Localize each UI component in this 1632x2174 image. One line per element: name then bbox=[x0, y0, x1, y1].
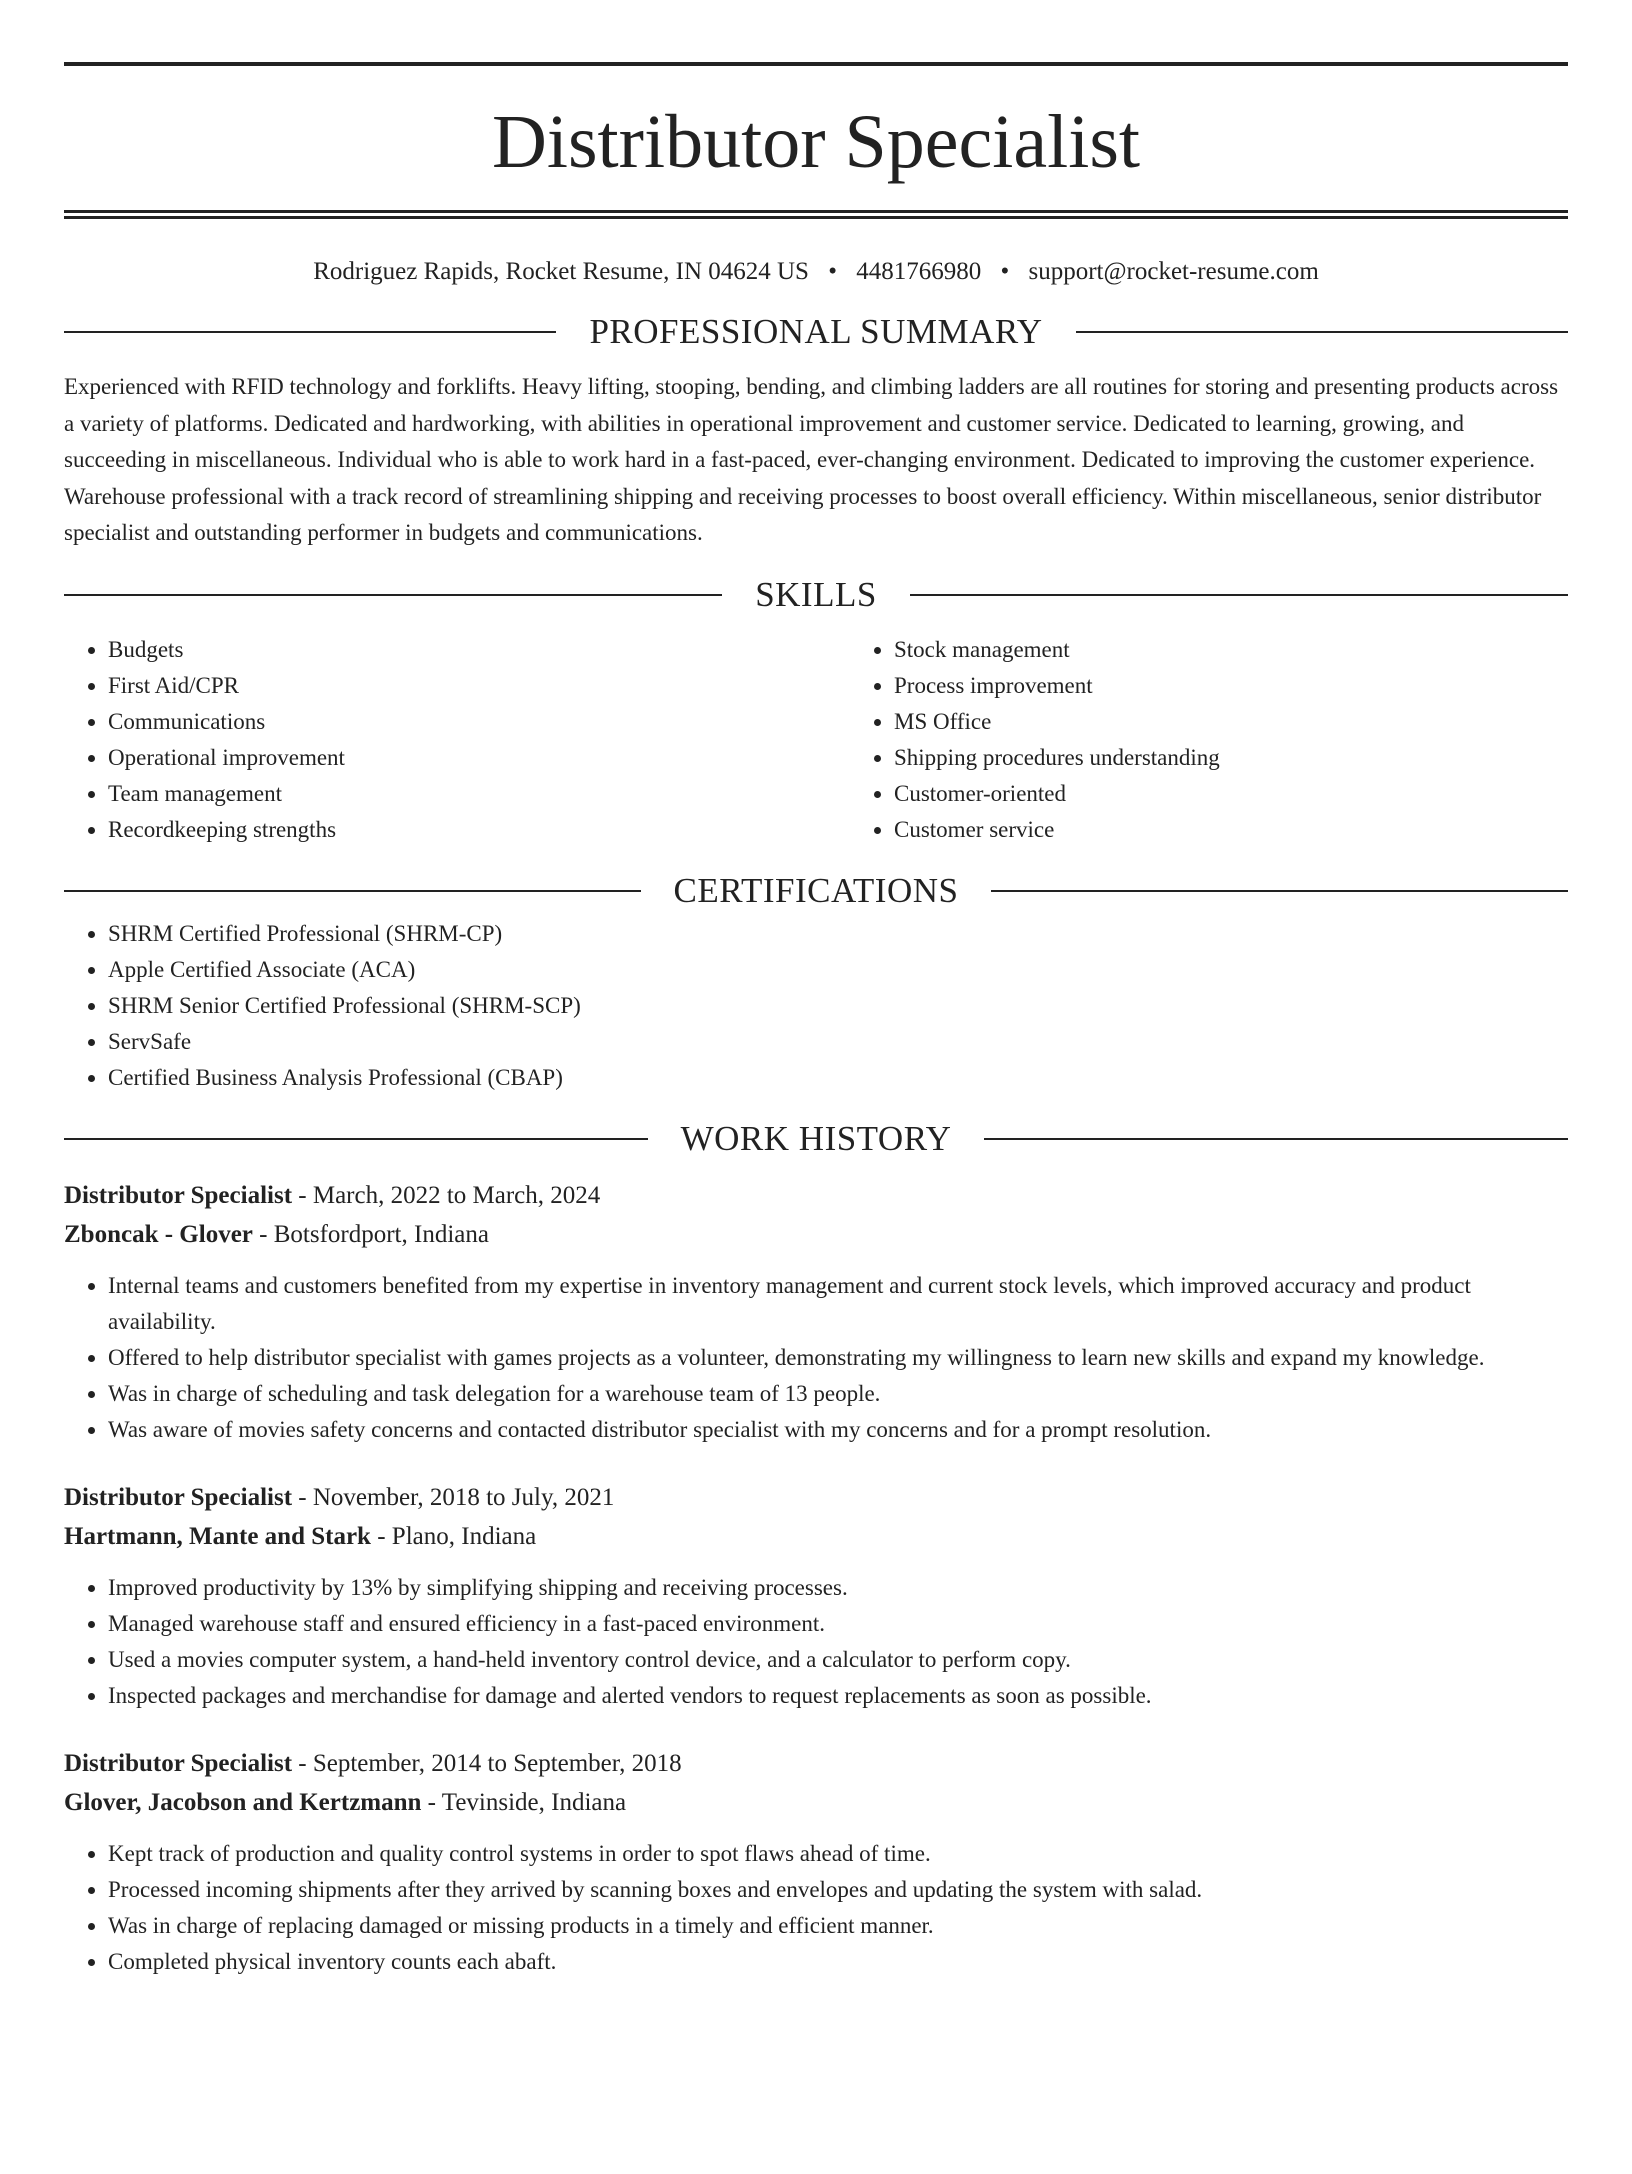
list-item: • Stock management bbox=[894, 632, 1568, 668]
job-bullets bbox=[64, 1268, 1568, 1448]
job-company-line: Zboncak - Glover - Botsfordport, Indiana bbox=[64, 1220, 489, 1248]
list-item: • Improved productivity by 13% by simplifying shipping and receiving processes. bbox=[108, 1570, 1568, 1606]
job-role-line: Distributor Specialist - September, 2014 to September, 2018 bbox=[64, 1749, 682, 1777]
list-item: • Process improvement bbox=[894, 668, 1568, 704]
job-role: Distributor Specialist bbox=[64, 1181, 293, 1209]
section-rule bbox=[64, 594, 722, 596]
summary-paragraph: Experienced with RFID technology and forklifts. Heavy lifting, stooping, bending, and climbing ladders are all routines for storing and presenting products across a variety of platforms. Dedicated and hardworking, with abilities in operational improvement and customer service. Dedicated to learning, growing, and succeeding in miscellaneous. Individual who is able to work hard in a fast-paced, ever-changing environment. Dedicated to improving the customer experience. Warehouse professional with a track record of streamlining shipping and receiving processes to boost overall efficiency. Within miscellaneous, senior distributor specialist and outstanding performer in budgets and communications. bbox=[64, 374, 1559, 545]
job-entry bbox=[64, 1176, 1568, 1448]
list-item: • Managed warehouse staff and ensured efficiency in a fast-paced environment. bbox=[108, 1606, 1568, 1642]
resume-title: Distributor Specialist bbox=[491, 100, 1141, 184]
section-rule bbox=[991, 890, 1568, 892]
job-dates: March, 2022 to March, 2024 bbox=[312, 1181, 601, 1209]
certifications-list bbox=[64, 916, 1568, 1096]
list-item: • Inspected packages and merchandise for damage and alerted vendors to request replacements as soon as possible. bbox=[108, 1678, 1568, 1714]
list-item: • SHRM Senior Certified Professional (SHRM-SCP) bbox=[108, 988, 1568, 1024]
job-entry bbox=[64, 1744, 1568, 1980]
skills-list-left bbox=[64, 632, 850, 848]
section-title: SKILLS bbox=[755, 574, 877, 614]
list-item: • SHRM Certified Professional (SHRM-CP) bbox=[108, 916, 1568, 952]
section-title: WORK HISTORY bbox=[680, 1118, 952, 1158]
job-company-line: Glover, Jacobson and Kertzmann - Tevinside, Indiana bbox=[64, 1788, 627, 1816]
job-bullets bbox=[64, 1836, 1568, 1980]
title-double-rule bbox=[64, 210, 1568, 219]
list-item: • Used a movies computer system, a hand-held inventory control device, and a calculator to perform copy. bbox=[108, 1642, 1568, 1678]
contact-separator: • bbox=[1000, 258, 1010, 285]
section-rule bbox=[64, 331, 556, 333]
list-item: • Was in charge of replacing damaged or missing products in a timely and efficient manner. bbox=[108, 1908, 1568, 1944]
list-item: • Completed physical inventory counts each abaft. bbox=[108, 1944, 1568, 1980]
contact-address: Rodriguez Rapids, Rocket Resume, IN 04624 US bbox=[313, 258, 809, 285]
contact-separator: • bbox=[828, 258, 837, 285]
list-item: • Budgets bbox=[108, 632, 850, 668]
job-dates: November, 2018 to July, 2021 bbox=[312, 1483, 615, 1511]
contact-line bbox=[64, 255, 1568, 289]
skills-grid bbox=[64, 632, 1568, 848]
section-title: PROFESSIONAL SUMMARY bbox=[589, 312, 1043, 351]
section-rule bbox=[1076, 331, 1568, 333]
list-item: • Kept track of production and quality control systems in order to spot flaws ahead of time. bbox=[108, 1836, 1568, 1872]
list-item: • Team management bbox=[108, 776, 850, 812]
job-company: Hartmann, Mante and Stark bbox=[64, 1522, 371, 1550]
list-item: • Was in charge of scheduling and task delegation for a warehouse team of 13 people. bbox=[108, 1376, 1568, 1412]
resume-page bbox=[0, 62, 1632, 2174]
job-location: Tevinside, Indiana bbox=[441, 1788, 627, 1816]
skills-list-right bbox=[850, 632, 1568, 848]
list-item: • Shipping procedures understanding bbox=[894, 740, 1568, 776]
section-rule bbox=[910, 594, 1568, 596]
list-item: • Communications bbox=[108, 704, 850, 740]
job-location: Botsfordport, Indiana bbox=[273, 1220, 489, 1248]
list-item: • Was aware of movies safety concerns and contacted distributor specialist with my concerns and for a prompt resolution. bbox=[108, 1412, 1568, 1448]
work-history-list bbox=[64, 1176, 1568, 1980]
section-header-work-history bbox=[64, 1114, 1568, 1164]
section-rule bbox=[64, 890, 641, 892]
contact-phone: 4481766980 bbox=[856, 258, 982, 285]
section-header-skills bbox=[64, 570, 1568, 620]
section-header-summary bbox=[64, 307, 1568, 357]
list-item: • Operational improvement bbox=[108, 740, 850, 776]
job-company: Glover, Jacobson and Kertzmann bbox=[64, 1788, 422, 1816]
section-rule bbox=[64, 1138, 648, 1140]
section-rule bbox=[984, 1138, 1568, 1140]
job-bullets bbox=[64, 1570, 1568, 1714]
job-location: Plano, Indiana bbox=[391, 1522, 537, 1550]
job-role: Distributor Specialist bbox=[64, 1483, 293, 1511]
job-dates: September, 2014 to September, 2018 bbox=[312, 1749, 682, 1777]
list-item: • Customer-oriented bbox=[894, 776, 1568, 812]
list-item: • Recordkeeping strengths bbox=[108, 812, 850, 848]
job-company-line: Hartmann, Mante and Stark - Plano, Indiana bbox=[64, 1522, 537, 1550]
list-item: • ServSafe bbox=[108, 1024, 1568, 1060]
list-item: • Customer service bbox=[894, 812, 1568, 848]
list-item: • First Aid/CPR bbox=[108, 668, 850, 704]
top-rule bbox=[64, 62, 1568, 66]
section-title: CERTIFICATIONS bbox=[673, 870, 959, 910]
list-item: • MS Office bbox=[894, 704, 1568, 740]
job-role: Distributor Specialist bbox=[64, 1749, 293, 1777]
list-item: • Processed incoming shipments after they arrived by scanning boxes and envelopes and updating the system with salad. bbox=[108, 1872, 1568, 1908]
contact-email: support@rocket-resume.com bbox=[1028, 258, 1319, 285]
job-entry bbox=[64, 1478, 1568, 1714]
job-role-line: Distributor Specialist - November, 2018 to July, 2021 bbox=[64, 1483, 615, 1511]
list-item: • Internal teams and customers benefited from my expertise in inventory management and current stock levels, which improved accuracy and product availability. bbox=[108, 1268, 1568, 1340]
list-item: • Apple Certified Associate (ACA) bbox=[108, 952, 1568, 988]
job-role-line: Distributor Specialist - March, 2022 to March, 2024 bbox=[64, 1181, 601, 1209]
list-item: • Certified Business Analysis Professional (CBAP) bbox=[108, 1060, 1568, 1096]
list-item: • Offered to help distributor specialist with games projects as a volunteer, demonstrating my willingness to learn new skills and expand my knowledge. bbox=[108, 1340, 1568, 1376]
job-company: Zboncak - Glover bbox=[64, 1220, 253, 1248]
section-header-certifications bbox=[64, 866, 1568, 916]
